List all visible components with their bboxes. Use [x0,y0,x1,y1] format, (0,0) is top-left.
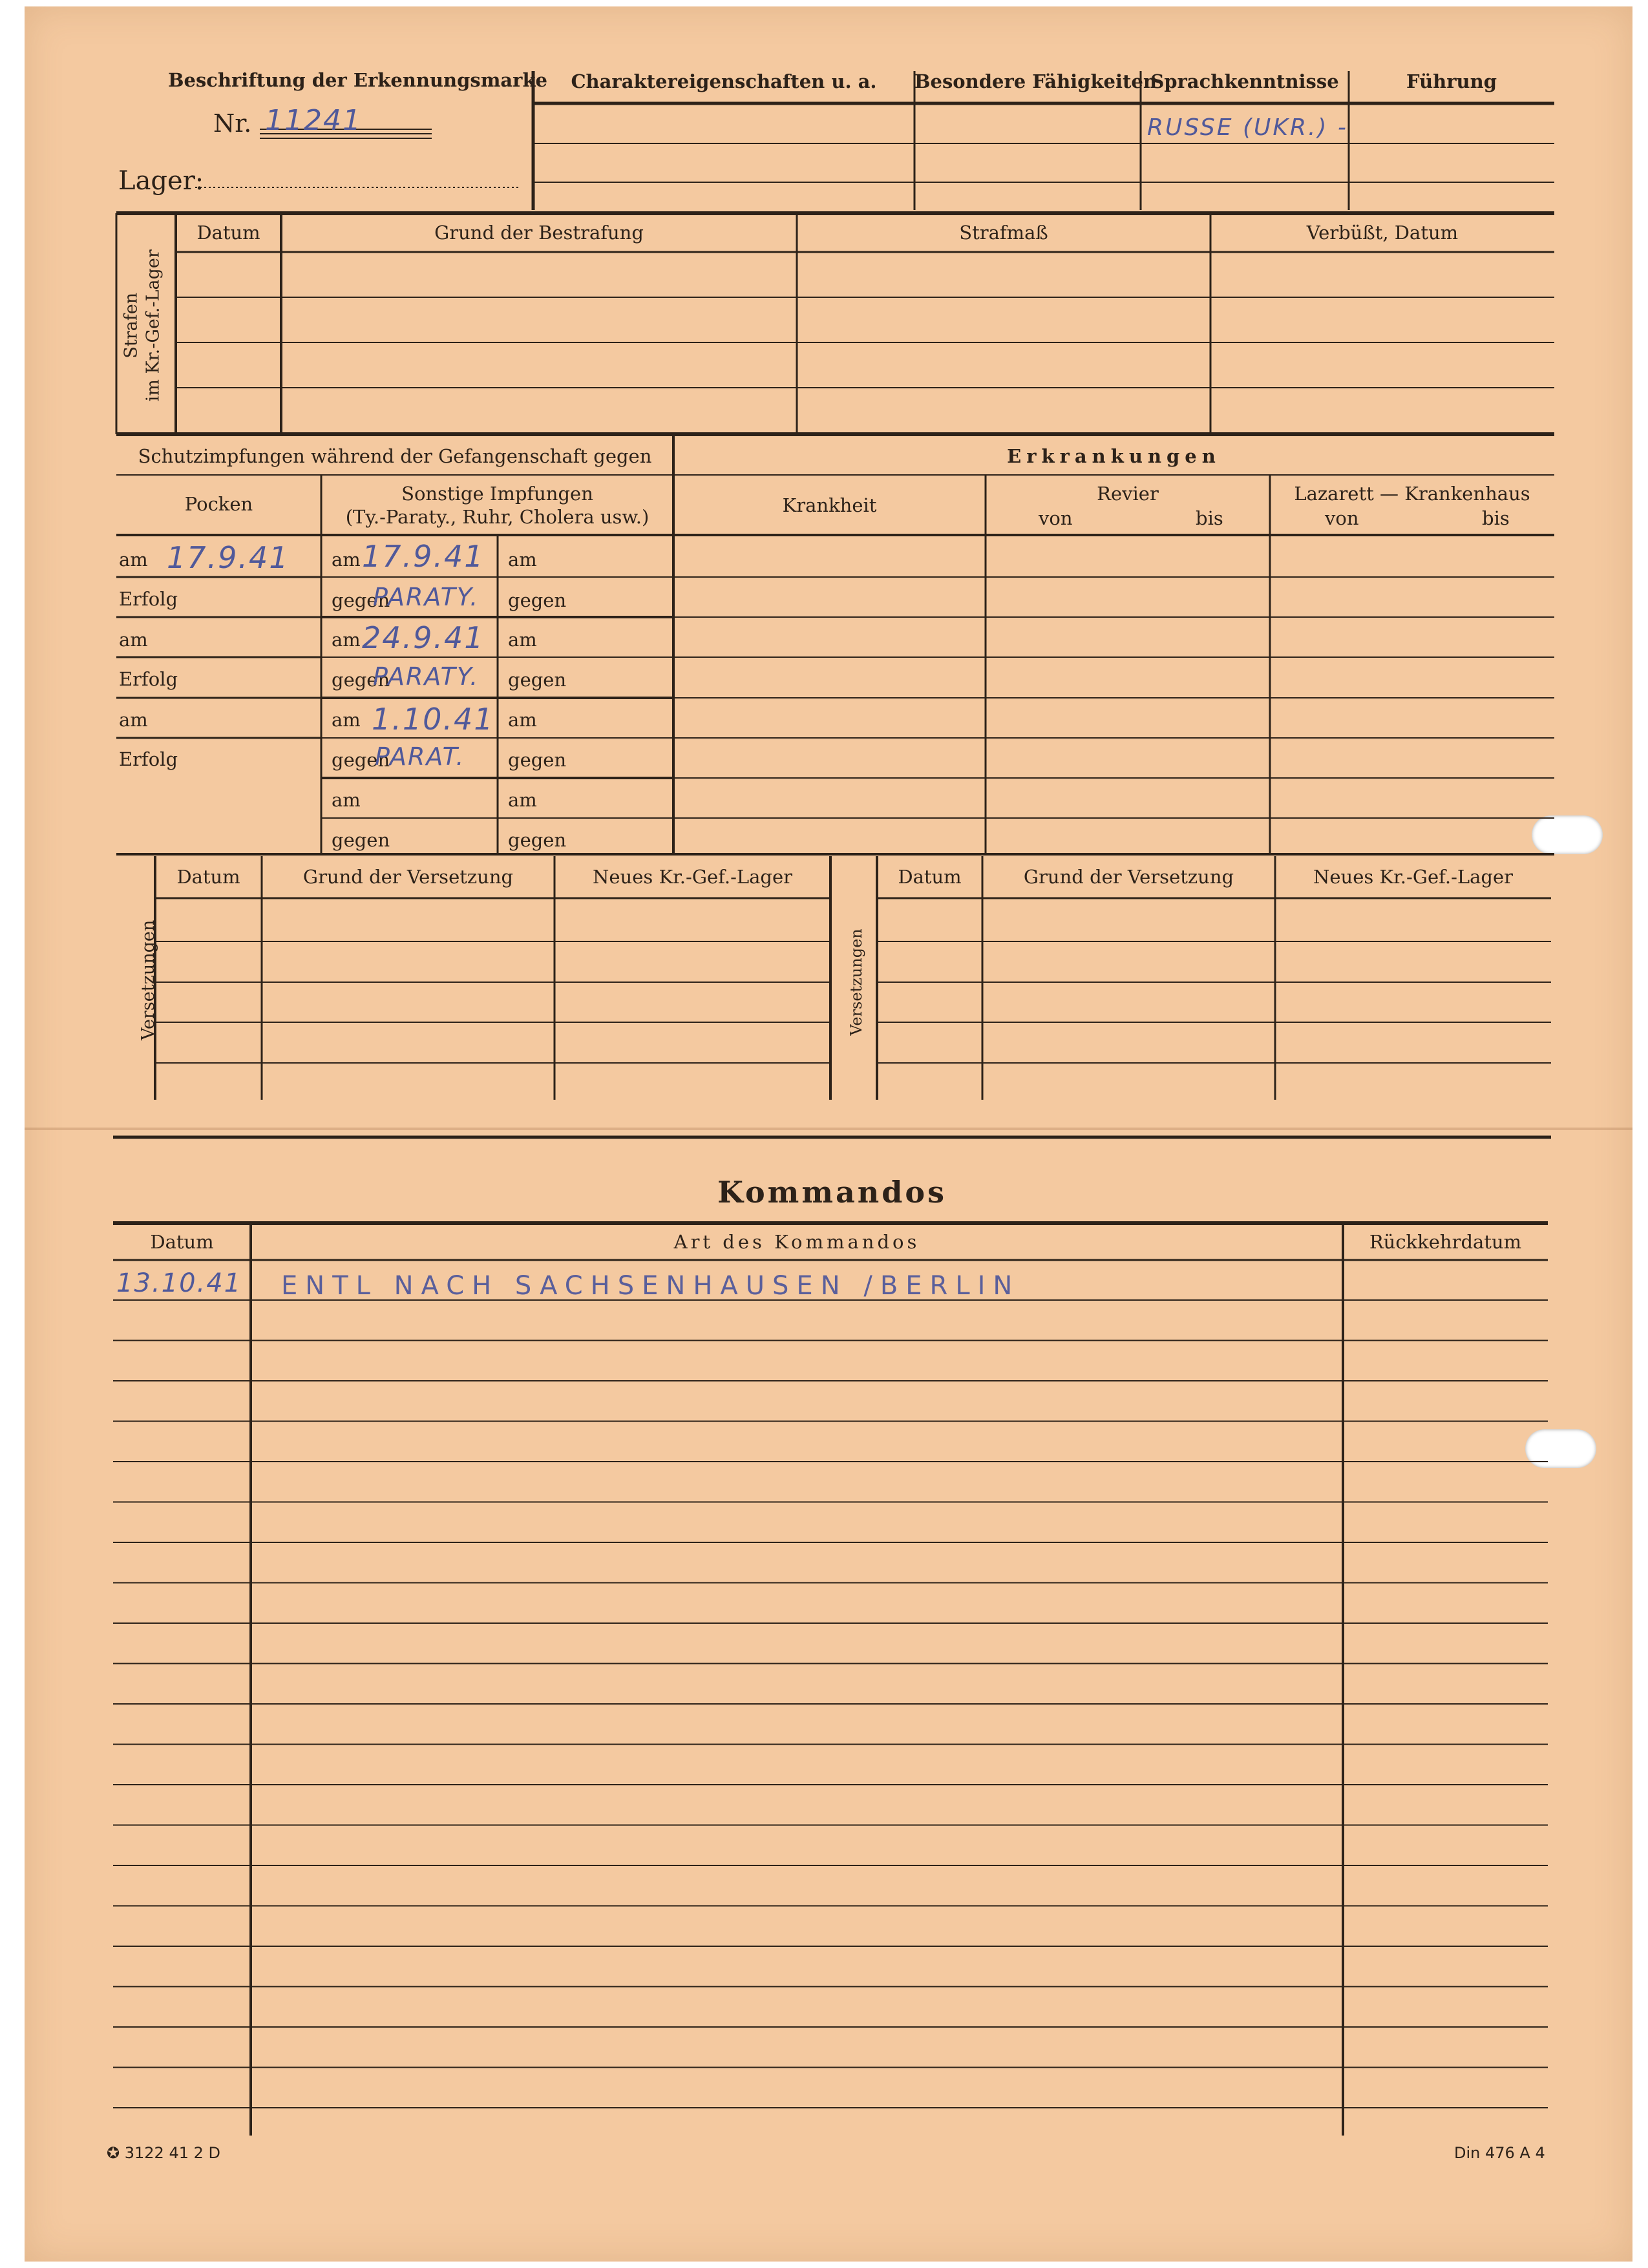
sonstige-am-value-3: 1.10.41 [372,702,494,737]
versetzungen-left-col-grund: Grund der Versetzung [302,866,514,888]
erkennungsmarke-label: Beschriftung der Erkennungsmarke [168,69,548,91]
impfungen-title: Schutzimpfungen während der Gefangenschaft gegen [138,445,652,467]
impfungen-col-pocken: Pocken [184,493,253,515]
pocken-am-label-2: am [119,629,148,651]
faehigkeiten-label: Besondere Fähigkeiten [914,70,1157,92]
charakter-label: Charaktereigenschaften u. a. [571,70,877,92]
sonstige-am-label-1: am [332,549,361,571]
erkrankungen-col-revier: Revier [1097,483,1159,505]
sonstige2-gegen-label-1: gegen [508,589,567,611]
versetzungen-right-col-datum: Datum [898,866,962,888]
impfungen-col-sonstige-line1: Sonstige Impfungen [401,483,593,505]
revier-bis-label: bis [1196,507,1223,529]
sonstige-gegen-value-2: PARATY. [373,662,480,691]
pocken-am-label-3: am [119,709,148,731]
sonstige-gegen-value-1: PARATY. [373,583,480,611]
sonstige-am-label-4: am [332,789,361,811]
fuehrung-label: Führung [1406,70,1497,92]
strafen-col-datum: Datum [196,222,260,244]
sonstige-am-value-1: 17.9.41 [362,539,485,574]
pocken-erfolg-label-3: Erfolg [119,748,178,770]
lazarett-von-label: von [1325,507,1359,529]
nr-label: Nr. [213,109,252,138]
sonstige2-am-label-4: am [508,789,537,811]
sonstige2-am-label-2: am [508,629,537,651]
sonstige2-gegen-label-4: gegen [508,829,567,851]
versetzungen-left-col-datum: Datum [176,866,240,888]
sonstige-am-value-2: 24.9.41 [362,620,485,655]
form-number-text: 3122 41 2 D [124,2144,221,2162]
pocken-erfolg-label-1: Erfolg [119,588,178,610]
strafen-side-label [120,235,164,416]
pocken-erfolg-label-2: Erfolg [119,668,178,690]
sonstige2-gegen-label-3: gegen [508,749,567,771]
versetzungen-right-col-lager: Neues Kr.-Gef.-Lager [1313,866,1514,888]
versetzungen-left-col-lager: Neues Kr.-Gef.-Lager [592,866,793,888]
erkrankungen-col-krankheit: Krankheit [782,494,877,516]
strafen-col-verbuesst: Verbüßt, Datum [1306,222,1459,244]
versetzungen-right-col-grund: Grund der Versetzung [1023,866,1234,888]
strafen-col-strafmass: Strafmaß [959,222,1048,244]
sonstige2-gegen-label-2: gegen [508,669,567,691]
nr-value: 11241 [265,104,362,137]
sprachkenntnisse-value: RUSSE (UKR.) - [1147,114,1348,141]
impfungen-col-sonstige-line2: (Ty.-Paraty., Ruhr, Cholera usw.) [345,506,650,528]
pocken-am-label-1: am [119,549,148,571]
lager-label: Lager: [118,166,204,196]
pocken-am-value-1: 17.9.41 [167,540,290,575]
strafen-col-grund: Grund der Bestrafung [434,222,644,244]
sonstige-am-label-3: am [332,709,361,731]
sonstige-gegen-label-4: gegen [332,829,390,851]
sonstige-am-label-2: am [332,629,361,651]
versetzungen-side-label-right: Versetzungen [847,929,865,1036]
lazarett-bis-label: bis [1482,507,1510,529]
sonstige-gegen-value-3: PARAT. [375,742,465,771]
publisher-mark-icon: ✪ [107,2144,120,2162]
kommandos-col-art: Art des Kommandos [673,1231,920,1253]
sonstige-gegen-label-1: gegen [332,589,390,611]
kommando-row1-datum: 13.10.41 [116,1268,242,1298]
strafen-side-label-line2: im Kr.-Gef.-Lager [143,249,163,402]
sprachkenntnisse-label: Sprachkenntnisse [1150,70,1339,92]
erkrankungen-title: Erkrankungen [1007,445,1221,467]
form-number [107,2145,220,2161]
kommandos-col-rueckkehr: Rückkehrdatum [1369,1231,1522,1253]
sonstige2-am-label-1: am [508,549,537,571]
revier-von-label: von [1039,507,1073,529]
sonstige-gegen-label-3: gegen [332,749,390,771]
din-label: Din 476 A 4 [1454,2144,1545,2162]
versetzungen-side-label-left: Versetzungen [138,919,159,1040]
kommandos-title: Kommandos [717,1175,947,1210]
strafen-side-label-line1: Strafen [121,292,142,359]
sonstige2-am-label-3: am [508,709,537,731]
kommandos-col-datum: Datum [150,1231,214,1253]
sonstige-gegen-label-2: gegen [332,669,390,691]
kommando-row1-art: ENTL NACH SACHSENHAUSEN /BERLIN [281,1271,1020,1301]
erkrankungen-col-lazarett: Lazarett — Krankenhaus [1294,483,1530,505]
